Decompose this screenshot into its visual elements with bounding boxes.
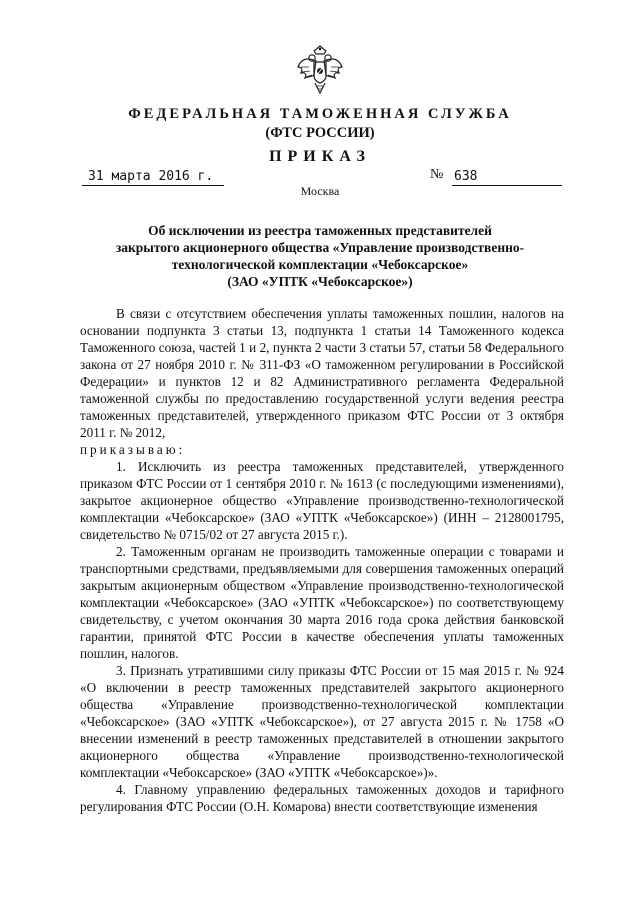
order-number-label: № [430,167,444,182]
order-item-1: 1. Исключить из реестра таможенных представителей, утвержденного приказом ФТС России от 1 сентября 2010 г. № 1613 (с последующими изменениями), закрытое акционерное общество «Управление производственно-технологической комплектации «Чебоксарское» (ЗАО «УПТК «Чебоксарское») (ИНН – 2128001795, свидетельство № 0715/02 от 27 августа 2015 г.). [80,459,564,542]
document-type: ПРИКАЗ [269,148,371,165]
order-directive [80,441,564,458]
subject-line: (ЗАО «УПТК «Чебоксарское») [227,274,413,289]
order-item-3: 3. Признать утратившими силу приказы ФТС России от 15 мая 2015 г. № 924 «О включении в реестр таможенных представителей закрытого акционерного общества «Управление производственно-технологической комплектации «Чебоксарское» (ЗАО «УПТК «Чебоксарское»), от 27 августа 2015 г. № 1758 «О внесении изменений в реестр таможенных представителей в отношении закрытого акционерного общества «Управление производственно-технологической комплектации «Чебоксарское» (ЗАО «УПТК «Чебоксарское»)». [80,663,564,780]
directive-word: приказываю: [80,442,186,457]
russian-coat-of-arms-icon [297,45,343,95]
order-number: 638 [452,169,562,186]
order-date: 31 марта 2016 г. [82,169,224,186]
order-item-4: 4. Главному управлению федеральных таможенных доходов и тарифного регулирования ФТС России (О.Н. Комарова) внести соответствующие изменения [80,782,564,814]
subject-line: технологической комплектации «Чебоксарское» [171,257,469,272]
agency-short-name: (ФТС РОССИИ) [265,125,375,141]
issue-city: Москва [300,184,340,198]
order-subject [60,222,580,290]
preamble-paragraph: В связи с отсутствием обеспечения уплаты таможенных пошлин, налогов на основании подпункта 3 статьи 13, подпункта 1 статьи 14 Таможенного кодекса Таможенного союза, частей 1 и 2, пункта 2 части 3 статьи 57, статьи 58 Федерального закона от 27 ноября 2010 г. № 311-ФЗ «О таможенном регулировании в Российской Федерации» и пунктов 12 и 82 Административного регламента Федеральной таможенной службы по предоставлению государственной услуги ведения реестра таможенных представителей, утвержденного приказом ФТС России от 3 октября 2011 г. № 2012, [80,306,564,440]
order-body [80,305,564,815]
order-item-2: 2. Таможенным органам не производить таможенные операции с товарами и транспортными средствами, предъявляемыми для совершения таможенных операций закрытым акционерным обществом «Управление производственно-технологической комплектации «Чебоксарское» (ЗАО «УПТК «Чебоксарское») по соответствующему свидетельству, с учетом окончания 30 марта 2016 года срока действия банковской гарантии, принятой ФТС России в качестве обеспечения уплаты таможенных пошлин, налогов. [80,544,564,661]
agency-name: ФЕДЕРАЛЬНАЯ ТАМОЖЕННАЯ СЛУЖБА [128,106,512,122]
subject-line: Об исключении из реестра таможенных представителей [148,223,492,238]
subject-line: закрытого акционерного общества «Управление производственно- [115,240,525,255]
